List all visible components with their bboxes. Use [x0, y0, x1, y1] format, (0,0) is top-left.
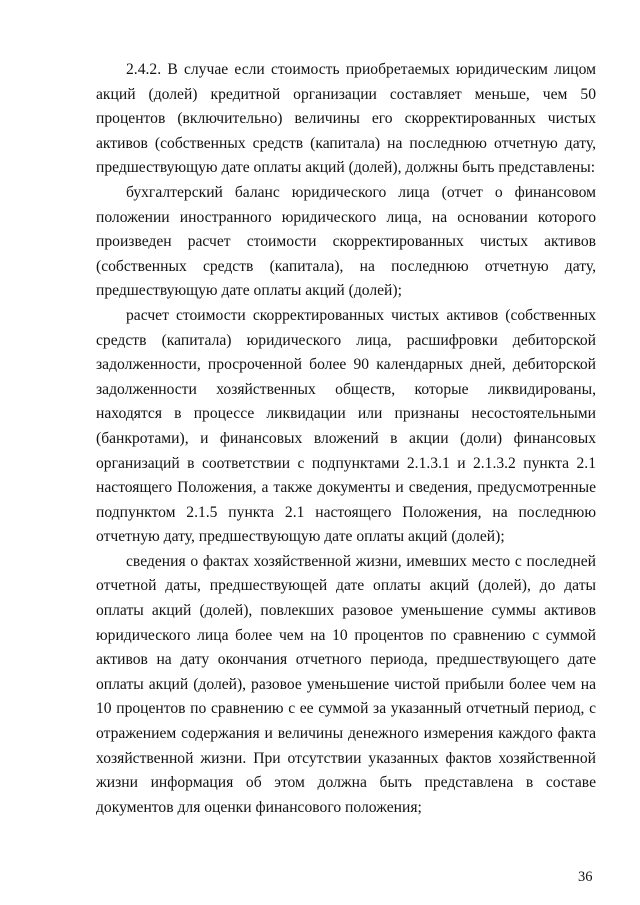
paragraph-balance-sheet: бухгалтерский баланс юридического лица (отчет о финансовом положении иностранного юридического лица, на основании которого произведен расчет стоимости скорректированных чистых активов (собственных средств (капитала), на последнюю отчетную дату, предшествующую дате оплаты акций (долей); [96, 183, 596, 300]
paragraph-net-assets-calculation: расчет стоимости скорректированных чистых активов (собственных средств (капитала) юридического лица, расшифровки дебиторской задолженности, просроченной более 90 календарных дней, дебиторской задолженности хозяйственных обществ, которые ликвидированы, находятся в процессе ликвидации или признаны несостоятельными (банкротами), и финансовых вложений в акции (доли) финансовых организаций в соответствии с подпунктами 2.1.3.1 и 2.1.3.2 пункта 2.1 настоящего Положения, а также документы и сведения, предусмотренные подпунктом 2.1.5 пункта 2.1 настоящего Положения, на последнюю отчетную дату, предшествующую дате оплаты акций (долей); [96, 306, 596, 546]
paragraph-business-facts: сведения о фактах хозяйственной жизни, имевших место с последней отчетной даты, предшествующей дате оплаты акций (долей), до даты оплаты акций (долей), повлекших разовое уменьшение суммы активов юридического лица более чем на 10 процентов по сравнению с суммой активов на дату окончания отчетного периода, предшествующего дате оплаты акций (долей), разовое уменьшение чистой прибыли более чем на 10 процентов по сравнению с ее суммой за указанный отчетный период, с отражением содержания и величины денежного измерения каждого факта хозяйственной жизни. При отсутствии указанных фактов хозяйственной жизни информация об этом должна быть представлена в составе документов для оценки финансового положения; [96, 552, 596, 816]
page-number: 36 [578, 869, 593, 885]
document-body [96, 58, 596, 820]
paragraph-2-4-2: 2.4.2. В случае если стоимость приобретаемых юридическим лицом акций (долей) кредитной организации составляет меньше, чем 50 процентов (включительно) величины его скорректированных чистых активов (собственных средств (капитала) на последнюю отчетную дату, предшествующую дате оплаты акций (долей), должны быть представлены: [96, 61, 596, 177]
